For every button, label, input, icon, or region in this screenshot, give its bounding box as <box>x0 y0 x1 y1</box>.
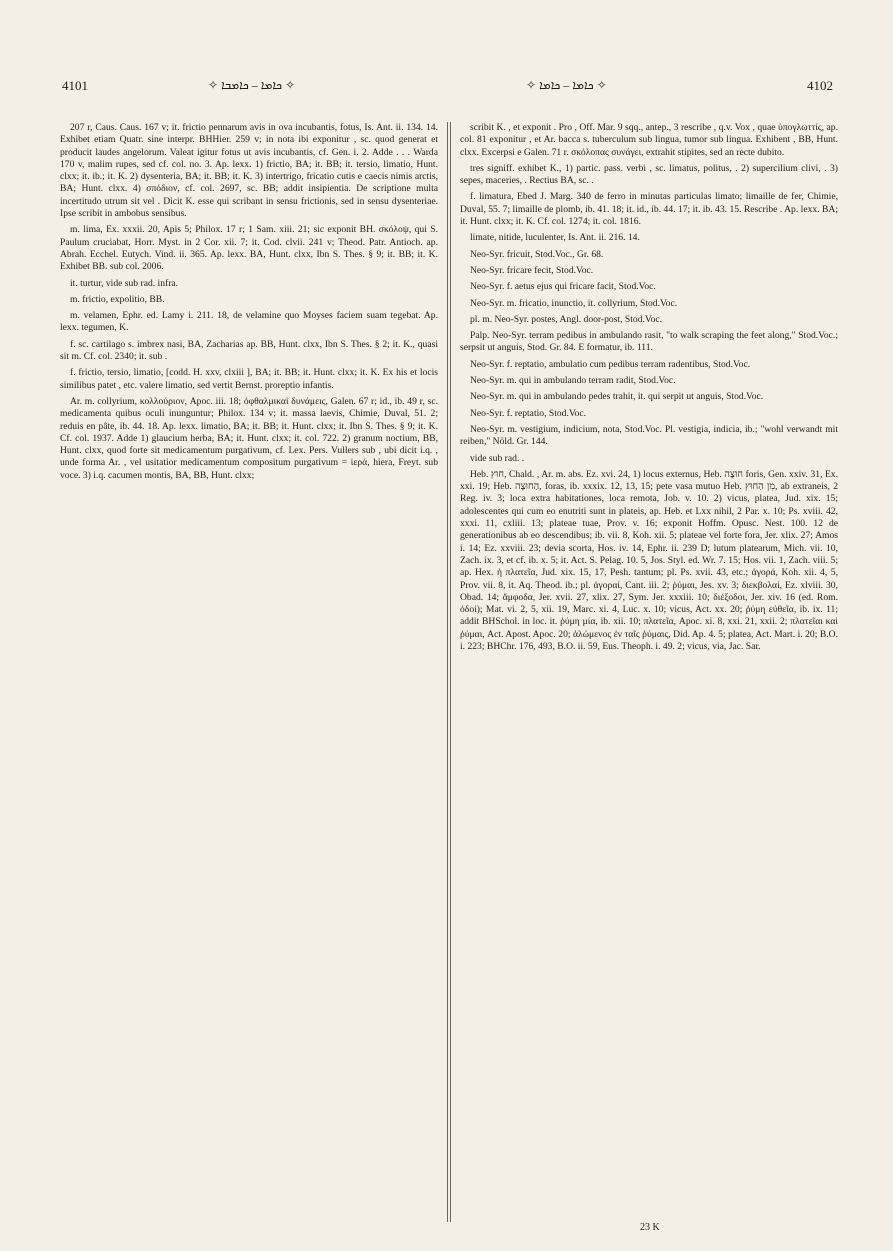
left-running-head: ✧ ܟܐܡܐ – ܟܐܡܒܐ ✧ <box>208 78 296 92</box>
dictionary-entry: f. frictio, tersio, limatio, [codd. H. xxv, clxiii ], BA; it. BB; it. Hunt. clxx; it. K. Ex his et locis similibus patet , etc. valere limatio, sed vertit Bernst. proreptio infantis. <box>60 367 438 391</box>
dictionary-entry: m. lima, Ex. xxxii. 20, Apis 5; Philox. 17 r; 1 Sam. xiii. 21; sic exponit BH. σκόλοψ, qui S. Paulum cruciabat, Horr. Myst. in 2 Cor. xii. 7; it. Cod. clvii. 241 v; Theod. Patr. Antioch. ap. Abrah. Ecchel. Eutych. Vind. ii. 365. Ap. lexx. BA, Hunt. clxx, Ibn S. Thes. § 9; it. BB; it. K. Exhibet BB. sub col. 2006. <box>60 224 438 273</box>
right-running-head: ✧ ܟܐܡܐ – ܟܐܡܐ ✧ <box>526 78 607 92</box>
dictionary-entry: Neo-Syr. f. reptatio, ambulatio cum pedibus terram radentibus, Stod.Voc. <box>470 358 751 370</box>
dictionary-entry: m. frictio, expolitio, BB. <box>70 293 165 305</box>
dictionary-entry: 207 r, Caus. Caus. 167 v; it. frictio pennarum avis in ova incubantis, fotus, Is. Ant. ii. 134. 14. Exhibet etiam Quatr. sine interpr. BHHier. 259 v; in nota ibi exponitur , sc. quod generat et producit laudes angelorum. Valeat igitur fotus ut avis incubantis, cf. Gen. i. 2. Adde . . . Warda 170 v, malim rupes, sed cf. col. no. 3. Ap. lexx. 1) frictio, BA; it. BB; it. tersio, limatio, Hunt. clxx; it. ib.; it. K. 2) dysenteria, BA; it. BB; it. K. 3) intertrigo, fricatio cutis e caecis nimis arctis, BA; Hunt. clxx. 4) σπόδιον, cf. col. 2697, sc. BB; addit insipientia. De scriptione multa incertitudo utrum sit vel . Dicit K. esse qui scribant in sensu frictionis, sed in sensu dysenteriae. Ipse scribit in ambobus sensibus. <box>60 122 438 220</box>
dictionary-entry: Heb. חוּץ, Chald. ‎, Ar. m. abs. Ez. xvi. 24, 1) locus externus, Heb. חוּצָה foris, Gen. xxiv. 31, Ex. xxi. 19; Heb. הַחוּצָה, foras, ib. xxxix. 12, 13, 15; pete vasa mutuo Heb. מִן הַחוּץ, ab extraneis, 2 Reg. iv. 3; loca extra habitationes, loca remota, Job. v. 10. 2) vicus, platea, Jud. xix. 15; adolescentes qui cum eo enutriti sunt in plateis, ap. Heb. et Lxx nihil, 2 Par. x. 10; Ps. xviii. 42, xxxi. 11, cxliii. 13; plateae tuae, Prov. v. 16; exponit Hoffm. Opusc. Nest. 100. 12 de generationibus ab eo descendibus; ib. vii. 8, Koh. xii. 5; plateae vel forte fora, Jer. xlix. 27; Amos i. 14; Ez. xxviii. 23; devia scorta, Hos. iv. 14, Ephr. ii. 239 D; lutum platearum, Mich. vii. 10, Zach. ix. 3, et cf. ib. x. 5; it. Act. S. Pelag. 10. 5, Jos. Styl. ed. Wr. 7. 15; Hos. vii. 1, Zach. viii. 5; ap. Hex. ἡ πλατεῖα, Jud. xix. 15, 17, Pesh. tantum; pl. Ps. xvii. 43, etc.; ἀγορά, Koh. xii. 4, 5, Prov. vii. 8, it. Aq. Theod. ib.; pl. ἀγοραί, Cant. iii. 2; ῥύμαι, Jes. xv. 3; διεκβολαί, Ez. xlviii. 30, Obad. 14; ἄμφοδα, Jer. xvii. 27, xlix. 27, Sym. Jer. xxxiii. 10; διέξοδοι, Jer. xiv. 16 (ed. Rom. ὁδοί); Mat. vi. 2, 5, xii. 19, Marc. xi. 4, Luc. x. 10; vicus, Act. xx. 20; ῥύμη εὐθεῖα, ib. ix. 11; addit BHSchol. in loc. it. ῥύμη μία, ib. xii. 10; πλατεῖα, Apoc. xi. 8, xxi. 21, xxii. 2; πλατεῖαι καὶ ῥύμαι, Act. Apost. Apoc. 20; ἀλώμενος ἐν ταῖς ῥύμαις, Did. Ap. 4. 5; platea, Act. Mart. i. 20; B.O. i. 223; BHChr. 176, 493, B.O. ii. 59, Eus. Theoph. i. 49. 2; vicus, via, Jac. Sar. <box>460 468 838 652</box>
dictionary-entry: Palp. Neo-Syr. terram pedibus in ambulando rasit, "to walk scraping the feet along," Stod.Voc.; serpsit ut anguis, Stod. Gr. 84. E formatur, ib. 111. <box>460 330 838 354</box>
left-page-number: 4101 <box>62 78 88 93</box>
dictionary-entry: Neo-Syr. m. fricatio, inunctio, it. collyrium, Stod.Voc. <box>470 297 678 309</box>
column-divider <box>447 122 451 1222</box>
dictionary-entry: Neo-Syr. fricare fecit, Stod.Voc. <box>470 264 594 276</box>
right-page-number: 4102 <box>807 78 833 93</box>
dictionary-entry: Neo-Syr. m. qui in ambulando terram radit, Stod.Voc. <box>470 375 676 387</box>
dictionary-entry: vide sub rad. . <box>470 452 525 464</box>
page-header <box>0 78 893 100</box>
right-column <box>460 122 838 1217</box>
signature-mark: 23 K <box>640 1222 660 1233</box>
dictionary-entry: Neo-Syr. f. reptatio, Stod.Voc. <box>470 407 586 419</box>
dictionary-entry: it. turtur, vide sub rad. infra. <box>70 277 179 289</box>
dictionary-entry: Neo-Syr. m. qui in ambulando pedes trahit, it. qui serpit ut anguis, Stod.Voc. <box>470 391 764 403</box>
dictionary-entry: Neo-Syr. f. aetus ejus qui fricare facit, Stod.Voc. <box>470 281 656 293</box>
dictionary-entry: Neo-Syr. m. vestigium, indicium, nota, Stod.Voc. Pl. vestigia, indicia, ib.; "wohl verwandt mit reiben," Nöld. Gr. 144. <box>460 423 838 448</box>
dictionary-entry: Neo-Syr. fricuit, Stod.Voc., Gr. 68. <box>470 248 604 260</box>
dictionary-entry: pl. m. Neo-Syr. postes, Angl. door-post, Stod.Voc. <box>470 313 663 325</box>
dictionary-entry: limate, nitide, luculenter, Is. Ant. ii. 216. 14. <box>470 232 640 244</box>
dictionary-entry: scribit K. , et exponit . Pro , Off. Mar. 9 sqq., antep., 3 rescribe , q.v. Vox , quae ὑπογλωττίς, ap. col. 81 exponitur , et Ar. bacca s. tuberculum sub lingua, tumor sub lingua. Exhibent , BB, Hunt. clxx. Excerpsi e Galen. 71 r. σκόλοπας συνάγει, extrahit stipites, sed an recte dubito. <box>460 122 838 158</box>
left-column <box>60 122 438 1217</box>
dictionary-entry: tres signiff. exhibet K., 1) partic. pass. verbi , sc. limatus, politus, . 2) supercilium clivi, . 3) sepes, maceries, . Rectius BA, sc. . <box>460 162 838 187</box>
dictionary-entry: Ar. m. collyrium, κολλούριον, Apoc. iii. 18; ὀφθαλμικαὶ δυνάμεις, Galen. 67 r; id., ib. 49 r, sc. medicamenta quibus oculi inunguntur; Philox. 134 v; it. massa laevis, Chimie, Duval, 51. 2; reduis en pâte, ib. 44. 18. Ap. lexx. limatio, BA; it. BB; it. Hunt. clxx; it. Ibn S. Thes. § 9; it. K. Cf. col. 1937. Adde 1) glaucium herba, BA; it. Hunt. clxx; it. col. 722. 2) granum noctium, BB, Hunt. clxx, quod forte sit medicamentum purgativum, cf. Lex. Pers. Vullers sub , ubi dicit i.q. , unde forma Ar. , vel usitatior medicamentum compositum purgativum = ἱερά, hiera, Freyt. sub voce. 3) i.q. cacumen montis, BA, BB, Hunt. clxx; <box>60 395 438 481</box>
dictionary-entry: f. sc. cartilago s. imbrex nasi, BA, Zacharias ap. BB, Hunt. clxx, Ibn S. Thes. § 2; it. K., quasi sit m. Cf. col. 2340; it. sub . <box>60 338 438 363</box>
dictionary-entry: m. velamen, Ephr. ed. Lamy i. 211. 18, de velamine quo Moyses faciem suam tegebat. Ap. lexx. tegumen, K. <box>60 310 438 334</box>
dictionary-entry: f. limatura, Ebed J. Marg. 340 de ferro in minutas particulas limato; limaille de fer, Chimie, Duval, 55. 7; limaille de plomb, ib. 41. 18; it. id., ib. 44. 17; it. ib. 43. 15. Rescribe . Ap. lexx. BA; it. Hunt. clxx; it. K. Cf. col. 1274; it. col. 1816. <box>460 191 838 228</box>
